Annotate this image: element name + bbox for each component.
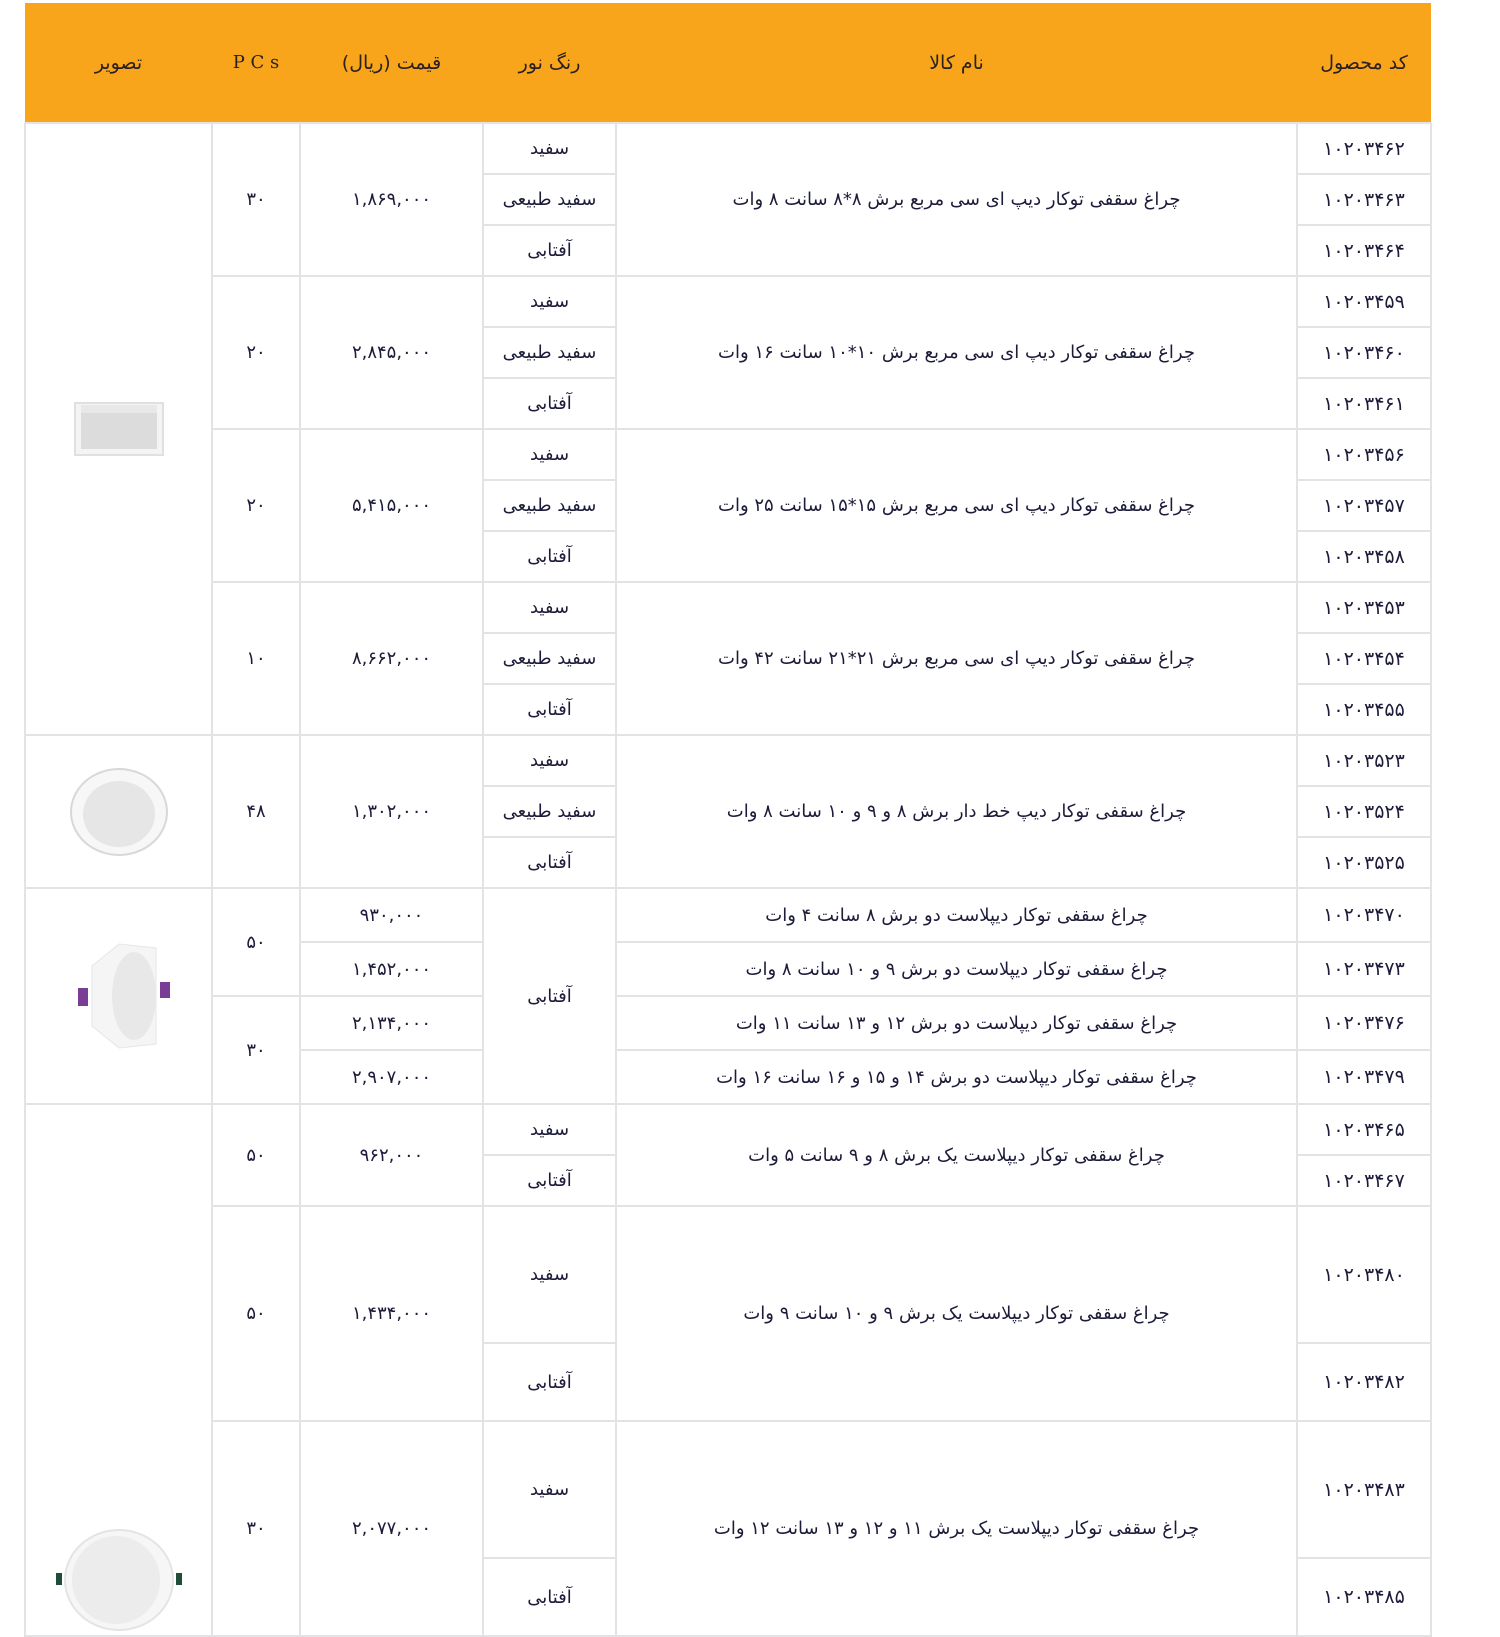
square-downlight-image: [26, 399, 211, 459]
table-row: [25, 1206, 1431, 1343]
diplast-two-cut-image: [26, 936, 211, 1056]
pcs: ۲۰: [212, 276, 300, 429]
light-color: آفتابی: [483, 1558, 616, 1636]
product-code: ۱۰۲۰۳۴۸۲: [1297, 1343, 1431, 1421]
price: ۸,۶۶۲,۰۰۰: [300, 582, 483, 735]
price: ۲,۰۷۷,۰۰۰: [300, 1421, 483, 1636]
light-color: سفید طبیعی: [483, 174, 616, 225]
price: ۲,۹۰۷,۰۰۰: [300, 1050, 483, 1104]
light-color: سفید: [483, 1206, 616, 1343]
product-code: ۱۰۲۰۳۴۶۵: [1297, 1104, 1431, 1155]
product-code: ۱۰۲۰۳۴۵۸: [1297, 531, 1431, 582]
header-price: قیمت (ریال): [300, 3, 483, 123]
light-color: سفید طبیعی: [483, 633, 616, 684]
price: ۹۶۲,۰۰۰: [300, 1104, 483, 1206]
light-color: سفید: [483, 123, 616, 174]
light-color: آفتابی: [483, 225, 616, 276]
price: ۱,۴۵۲,۰۰۰: [300, 942, 483, 996]
product-code: ۱۰۲۰۳۴۵۵: [1297, 684, 1431, 735]
light-color: سفید: [483, 735, 616, 786]
product-code: ۱۰۲۰۳۴۶۰: [1297, 327, 1431, 378]
light-color: آفتابی: [483, 378, 616, 429]
table-row: [25, 996, 1431, 1050]
product-image-cell: [25, 735, 212, 888]
light-color: سفید طبیعی: [483, 786, 616, 837]
pcs: ۳۰: [212, 1421, 300, 1636]
product-code: ۱۰۲۰۳۴۶۴: [1297, 225, 1431, 276]
product-code: ۱۰۲۰۳۴۶۳: [1297, 174, 1431, 225]
light-color: سفید طبیعی: [483, 480, 616, 531]
product-name: چراغ سقفی توکار دیپلاست دو برش ۹ و ۱۰ سانت ۸ وات: [616, 942, 1297, 996]
price: ۵,۴۱۵,۰۰۰: [300, 429, 483, 582]
table-row: [25, 1104, 1431, 1155]
product-name: چراغ سقفی توکار دیپلاست دو برش ۱۲ و ۱۳ سانت ۱۱ وات: [616, 996, 1297, 1050]
product-image-cell: [25, 123, 212, 735]
product-name: چراغ سقفی توکار دیپلاست دو برش ۱۴ و ۱۵ و ۱۶ سانت ۱۶ وات: [616, 1050, 1297, 1104]
table-row: [25, 1421, 1431, 1558]
header-image: تصویر: [25, 3, 212, 123]
product-code: ۱۰۲۰۳۵۲۴: [1297, 786, 1431, 837]
product-code: ۱۰۲۰۳۴۸۵: [1297, 1558, 1431, 1636]
header-pcs: P C s: [212, 3, 300, 123]
product-image-cell: [25, 888, 212, 1104]
product-name: چراغ سقفی توکار دیپ ای سی مربع برش ۱۵*۱۵ سانت ۲۵ وات: [616, 429, 1297, 582]
product-name: چراغ سقفی توکار دیپ ای سی مربع برش ۸*۸ سانت ۸ وات: [616, 123, 1297, 276]
light-color: آفتابی: [483, 1155, 616, 1206]
light-color: سفید: [483, 276, 616, 327]
pcs: ۴۸: [212, 735, 300, 888]
header-light-color: رنگ نور: [483, 3, 616, 123]
table-row: [25, 735, 1431, 786]
product-code: ۱۰۲۰۳۴۵۷: [1297, 480, 1431, 531]
light-color: سفید: [483, 1421, 616, 1558]
table-row: [25, 276, 1431, 327]
product-code: ۱۰۲۰۳۴۶۱: [1297, 378, 1431, 429]
product-code: ۱۰۲۰۳۵۲۵: [1297, 837, 1431, 888]
product-name: چراغ سقفی توکار دیپ خط دار برش ۸ و ۹ و ۱۰ سانت ۸ وات: [616, 735, 1297, 888]
product-code: ۱۰۲۰۳۴۵۹: [1297, 276, 1431, 327]
price-list-table: [24, 3, 1430, 1637]
product-name: چراغ سقفی توکار دیپلاست یک برش ۹ و ۱۰ سانت ۹ وات: [616, 1206, 1297, 1421]
table-row: [25, 888, 1431, 942]
product-image-cell: [25, 1104, 212, 1636]
pcs: ۳۰: [212, 996, 300, 1104]
light-color: آفتابی: [483, 888, 616, 1104]
product-name: چراغ سقفی توکار دیپ ای سی مربع برش ۲۱*۲۱ سانت ۴۲ وات: [616, 582, 1297, 735]
product-code: ۱۰۲۰۳۴۷۶: [1297, 996, 1431, 1050]
price: ۹۳۰,۰۰۰: [300, 888, 483, 942]
price: ۱,۸۶۹,۰۰۰: [300, 123, 483, 276]
product-code: ۱۰۲۰۳۴۷۹: [1297, 1050, 1431, 1104]
product-code: ۱۰۲۰۳۴۸۳: [1297, 1421, 1431, 1558]
pcs: ۵۰: [212, 1206, 300, 1421]
product-code: ۱۰۲۰۳۴۸۰: [1297, 1206, 1431, 1343]
table-row: [25, 123, 1431, 174]
product-code: ۱۰۲۰۳۴۶۲: [1297, 123, 1431, 174]
product-name: چراغ سقفی توکار دیپلاست یک برش ۸ و ۹ سانت ۵ وات: [616, 1104, 1297, 1206]
price: ۱,۴۳۴,۰۰۰: [300, 1206, 483, 1421]
pcs: ۵۰: [212, 888, 300, 996]
product-name: چراغ سقفی توکار دیپ ای سی مربع برش ۱۰*۱۰ سانت ۱۶ وات: [616, 276, 1297, 429]
pcs: ۵۰: [212, 1104, 300, 1206]
light-color: آفتابی: [483, 684, 616, 735]
pcs: ۱۰: [212, 582, 300, 735]
pcs: ۳۰: [212, 123, 300, 276]
price: ۲,۱۳۴,۰۰۰: [300, 996, 483, 1050]
price: ۱,۳۰۲,۰۰۰: [300, 735, 483, 888]
product-code: ۱۰۲۰۳۴۵۶: [1297, 429, 1431, 480]
product-code: ۱۰۲۰۳۵۲۳: [1297, 735, 1431, 786]
product-code: ۱۰۲۰۳۴۷۳: [1297, 942, 1431, 996]
light-color: آفتابی: [483, 837, 616, 888]
table-row: [25, 429, 1431, 480]
header-name: نام کالا: [616, 3, 1297, 123]
diplast-one-cut-image: [26, 1525, 211, 1635]
header-code: کد محصول: [1297, 3, 1431, 123]
product-name: چراغ سقفی توکار دیپلاست یک برش ۱۱ و ۱۲ و ۱۳ سانت ۱۲ وات: [616, 1421, 1297, 1636]
product-code: ۱۰۲۰۳۴۷۰: [1297, 888, 1431, 942]
light-color: آفتابی: [483, 1343, 616, 1421]
table-row: [25, 582, 1431, 633]
light-color: سفید: [483, 429, 616, 480]
product-name: چراغ سقفی توکار دیپلاست دو برش ۸ سانت ۴ وات: [616, 888, 1297, 942]
light-color: آفتابی: [483, 531, 616, 582]
light-color: سفید: [483, 582, 616, 633]
product-code: ۱۰۲۰۳۴۵۳: [1297, 582, 1431, 633]
pcs: ۲۰: [212, 429, 300, 582]
price: ۲,۸۴۵,۰۰۰: [300, 276, 483, 429]
light-color: سفید: [483, 1104, 616, 1155]
product-code: ۱۰۲۰۳۴۶۷: [1297, 1155, 1431, 1206]
light-color: سفید طبیعی: [483, 327, 616, 378]
round-downlight-image: [26, 767, 211, 857]
product-code: ۱۰۲۰۳۴۵۴: [1297, 633, 1431, 684]
table-header-row: [25, 3, 1431, 123]
